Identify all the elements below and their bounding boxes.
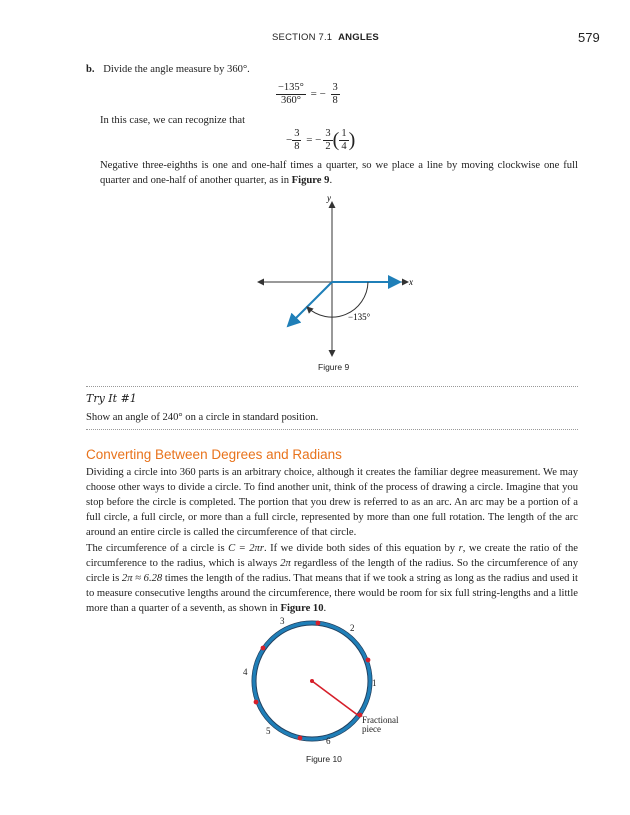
p2-e: times the length of the radius. That means that if we took a string as long as the radius and used it to measure consecutive lengths around the circumference, there would be room for six full string-lengths and a little more than a quarter of a seventh, as shown in: [86, 573, 578, 614]
p2-approx: 2π ≈ 6.28: [121, 573, 163, 584]
arc-label-3: 3: [280, 616, 285, 626]
piece-label: piece: [362, 724, 381, 734]
eq1-num: −135°: [278, 82, 304, 93]
eq2-pden: 4: [341, 141, 347, 152]
figure9-caption: Figure 9: [318, 362, 350, 372]
p2-2pi: 2π: [280, 558, 291, 569]
figure9-graph: [250, 190, 420, 360]
section-heading: Converting Between Degrees and Radians: [86, 447, 342, 462]
marker-1: [366, 658, 371, 663]
page-number: 579: [578, 30, 600, 45]
x-axis-label: x: [409, 277, 413, 287]
terminal-side: [288, 282, 332, 326]
figure9-ref: Figure 9: [291, 175, 330, 186]
arc-label-6: 6: [326, 736, 331, 746]
section-title: ANGLES: [338, 32, 379, 43]
eq1-mid: = −: [310, 88, 326, 101]
try-it-text: Show an angle of 240° on a circle in standard position.: [86, 412, 319, 423]
part-b-intro: [86, 62, 250, 77]
arc-label-5: 5: [266, 726, 271, 736]
p2-b: . If we divide both sides of this equation by: [263, 543, 459, 554]
angle-label: −135°: [348, 312, 371, 322]
radius-line: [312, 681, 359, 716]
part-b-text: Divide the angle measure by 360°.: [103, 64, 250, 75]
explanation-paragraph: [100, 158, 578, 188]
eq2-lnum: 3: [294, 128, 300, 139]
eq1-den: 360°: [280, 95, 301, 106]
eq1-rden: 8: [332, 95, 338, 106]
eq2-mid: = −: [306, 134, 322, 147]
try-it-title: Try It #1: [86, 392, 137, 405]
arc-label-2: 2: [350, 623, 355, 633]
recognize-text: In this case, we can recognize that: [100, 115, 246, 126]
center-dot: [310, 679, 314, 683]
figure10-ref: Figure 10: [280, 603, 324, 614]
p2-r: r: [458, 543, 463, 554]
part-b-label: b.: [86, 64, 95, 75]
eq2-pnum: 1: [341, 128, 347, 139]
y-axis-label: y: [327, 193, 331, 203]
explanation-text: Negative three-eighths is one and one-half times a quarter, so we place a line by moving clockwise one full quarter and one-half of another quarter, as in: [100, 160, 578, 186]
figure10-graph: [232, 612, 432, 752]
eq2-lead: −: [286, 134, 293, 147]
eq2-mden: 2: [325, 141, 331, 152]
eq1-rnum: 3: [332, 82, 338, 93]
marker-5: [298, 736, 303, 741]
running-header: [272, 32, 379, 43]
arc-label-1: 1: [372, 678, 377, 688]
explanation-end: .: [329, 175, 333, 186]
section-number: SECTION 7.1: [272, 32, 333, 43]
p2-c: , we create the ratio of the circumference to the radius, which is always: [86, 543, 579, 569]
equation-1: [276, 82, 340, 107]
figure10-caption: Figure 10: [306, 754, 342, 764]
marker-4: [254, 700, 259, 705]
eq2-lden: 8: [294, 141, 300, 152]
circumference-formula: C = 2πr: [228, 543, 264, 554]
p2-a: The circumference of a circle is: [86, 543, 229, 554]
equation-2: − $\frac{3}{8}$ = − $\frac{3}{2}$ ( $\frac{1}{4}$ ): [286, 128, 356, 152]
marker-2: [316, 621, 321, 626]
fractional-label: Fractional: [362, 715, 399, 725]
arc-label-4: 4: [243, 667, 248, 677]
try-it-bottom-rule: [86, 429, 578, 430]
p2-end: .: [323, 603, 327, 614]
try-it-top-rule: [86, 386, 578, 387]
paragraph-2: [86, 541, 578, 616]
paragraph-1: Dividing a circle into 360 parts is an arbitrary choice, although it creates the familiar degree measurement. We may choose other ways to divide a circle. To find another unit, think of the process of drawing a circle. Imagine that you stop before the circle is completed. The portion that you drew is referred to as an arc. An arc may be a portion of a full circle, a full circle, or more than a full circle, represented by more than one full rotation. The length of the arc around an entire circle is called the circumference of that circle.: [86, 467, 578, 538]
eq2-mnum: 3: [325, 128, 331, 139]
p2-d: regardless of the length of the radius. So the circumference of any circle is: [86, 558, 578, 584]
marker-3: [261, 646, 266, 651]
